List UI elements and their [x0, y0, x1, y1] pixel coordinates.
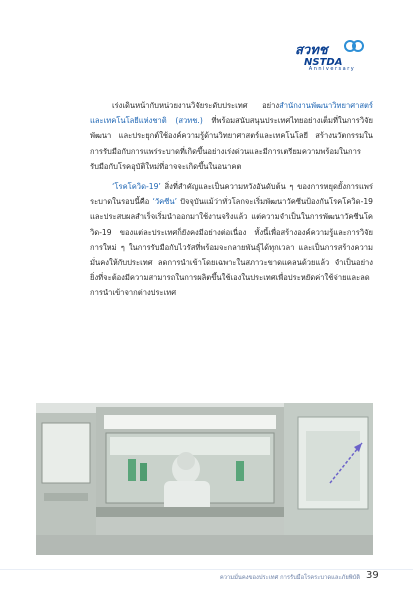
laboratory-photo: [36, 403, 373, 555]
paragraph-2-body: ปัจจุบันแม้ว่าทั่วโลกจะเริ่มพัฒนาวัคซีนป้องกันโรคโควิด-19 และประสบผลสำเร็จเริ่มนำออกมาใช้งานจริงแล้ว แต่ความจำเป็นในการพัฒนาวัคซีนโควิด-19 ของแต่ละประเทศก็ยังคงมีอย่างต่อเนื่อง ทั้งนี้เพื่อสร้างองค์ความรู้และการวิจัยการใหม่ ๆ ในการรับมือกับไวรัสที่พร้อมจะกลายพันธุ์ได้ทุกเวลา และเป็นการสร้างความมั่นคงให้กับประเทศ ลดการนำเข้าโดยเฉพาะในสภาวะขาดแคลนด้วยแล้ว จำเป็นอย่างยิ่งที่จะต้องมีความสามารถในการผลิตขึ้นใช้เองในประเทศเพื่อประหยัดค่าใช้จ่ายและลดการนำเข้าจากต่างประเทศ: [90, 197, 374, 298]
nstda-logo-mark: [292, 40, 372, 66]
page-number: 39: [366, 570, 379, 581]
paragraph-1: [90, 98, 373, 174]
paragraph-1-body: ที่พร้อมสนับสนุนประเทศไทยอย่างเต็มที่ในการวิจัย พัฒนา และประยุกต์ใช้องค์ความรู้ด้านวิทยาศาสตร์และเทคโนโลยี สร้างนวัตกรรมในการรับมือกับการแพร่ระบาดที่เกิดขึ้นอย่างเร่งด่วนและมีการเตรียมความพร้อมในการรับมือกับโรคอุบัติใหม่ที่อาจจะเกิดขึ้นในอนาคต: [90, 116, 373, 171]
logo-subtitle: Anniversary: [308, 66, 356, 72]
vaccine-term: ‘วัคซีน’: [152, 197, 178, 207]
article-body: [90, 98, 373, 301]
paragraph-2: [90, 179, 373, 301]
svg-text:สวทช: สวทช: [295, 43, 328, 58]
svg-text:NSTDA: NSTDA: [304, 57, 343, 66]
paragraph-2-intro: สิ่งที่สำคัญและเป็นความหวังอันดับต้น ๆ ของการหยุดยั้งการแพร่ระบาดในรอบนี้คือ: [90, 182, 373, 207]
nstda-org-name: สำนักงานพัฒนาวิทยาศาสตร์และเทคโนโลยีแห่งชาติ (สวทช.): [90, 101, 373, 126]
paragraph-1-intro: เร่งเดินหน้ากับหน่วยงานวิจัยระดับประเทศ อย่าง: [112, 101, 280, 110]
footer-divider: [0, 569, 413, 570]
covid-term: ‘โรคโควิด-19’: [112, 182, 161, 192]
footer-caption: ความมั่นคงของประเทศ การรับมือโรคระบาดและภัยพิบัติ: [219, 575, 360, 581]
nstda-logo: [292, 40, 372, 76]
